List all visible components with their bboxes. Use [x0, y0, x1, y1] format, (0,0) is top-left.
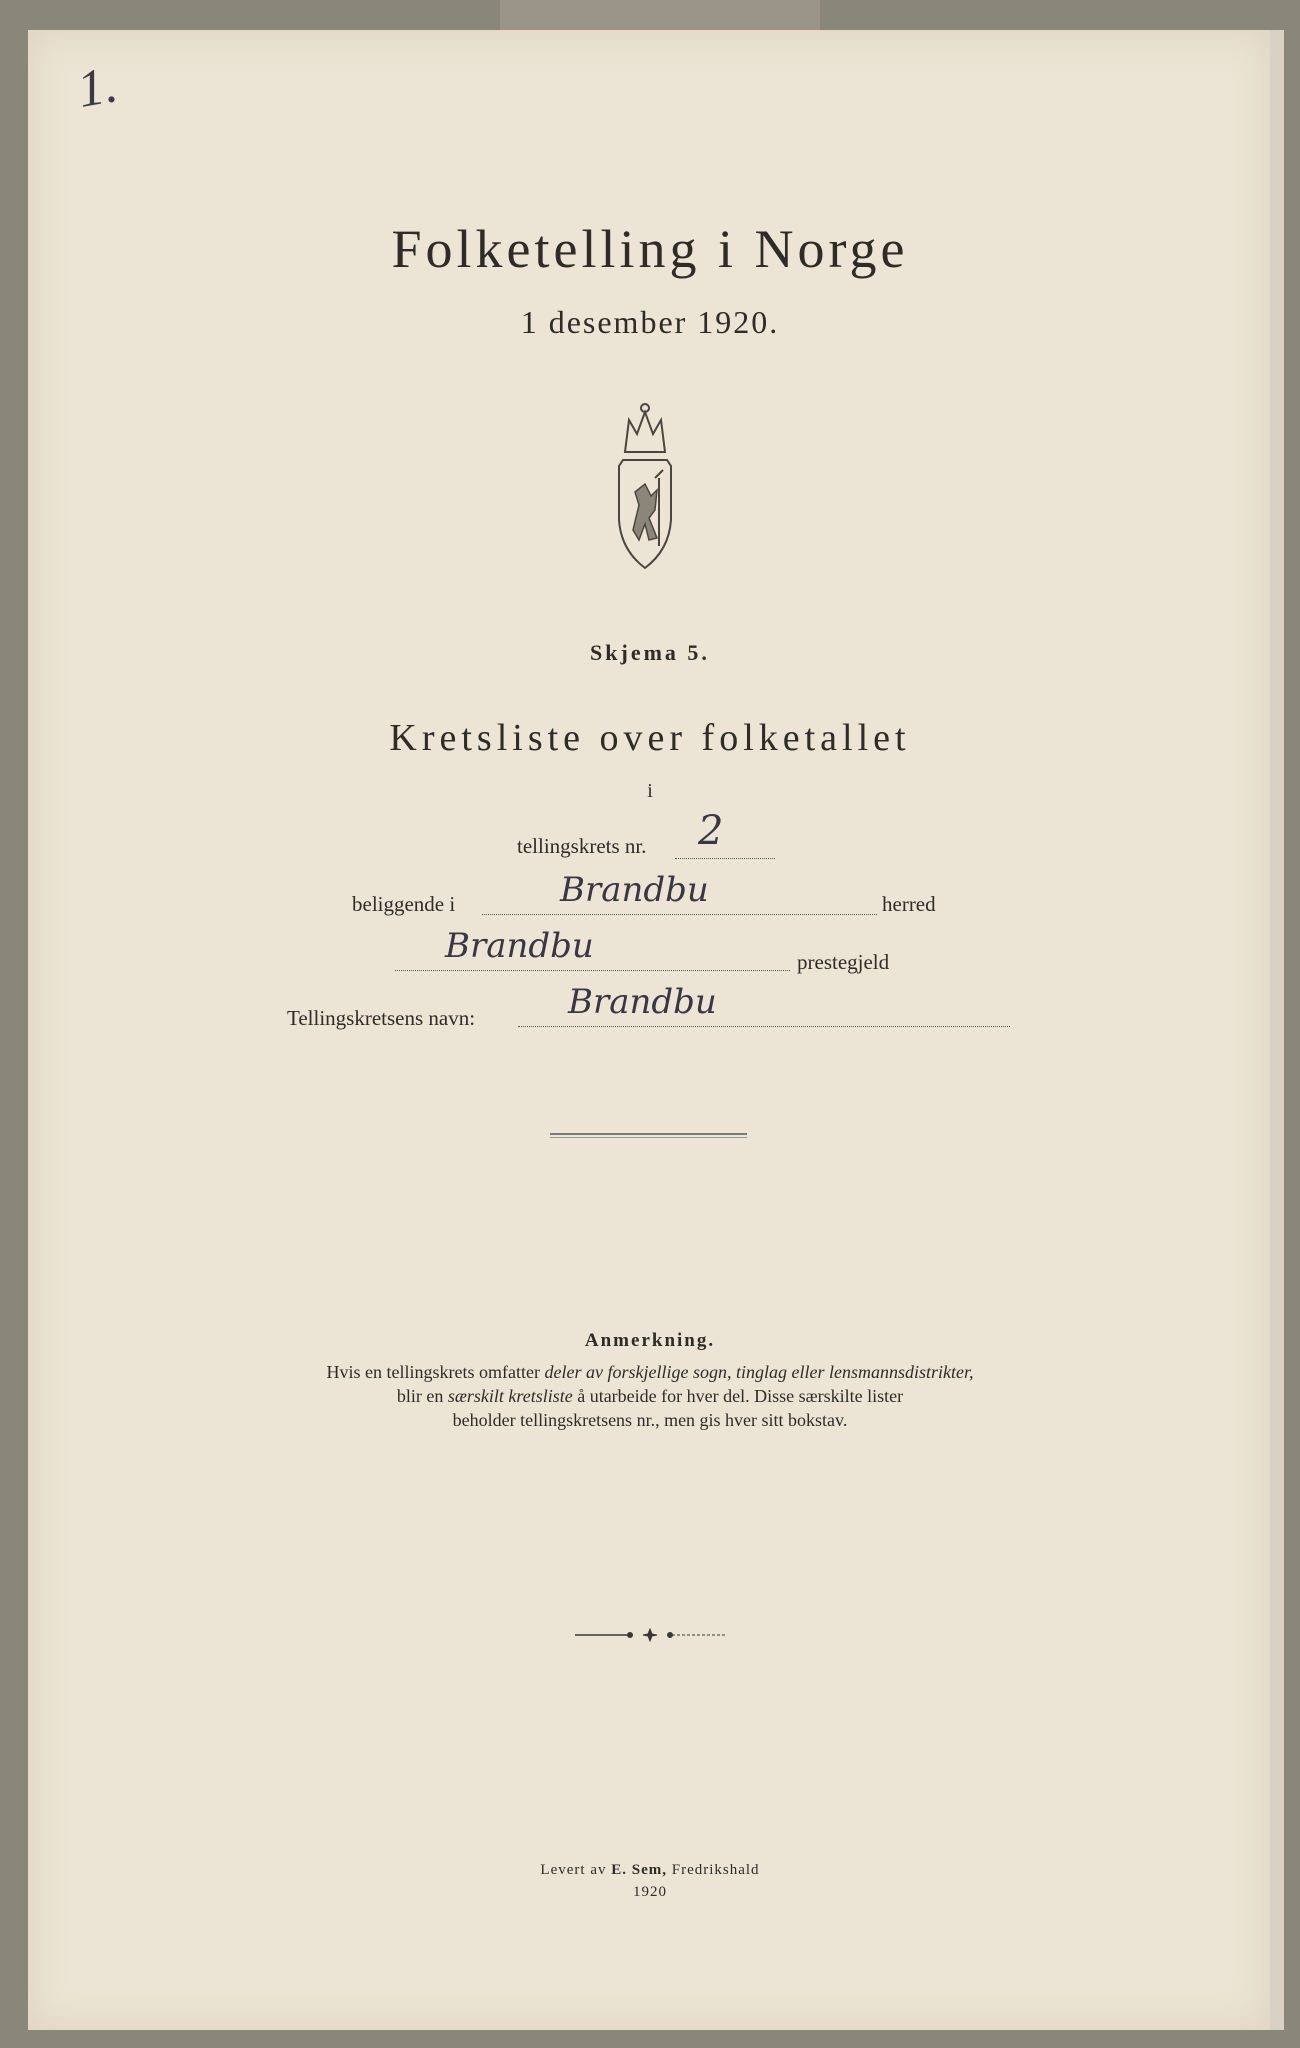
printer-credit	[0, 1862, 1300, 1879]
remark-line-2-text-c: å utarbeide for hver del. Disse særskilte lister	[572, 1386, 904, 1406]
printer-year: 1920	[633, 1884, 667, 1900]
ornament-divider-icon	[575, 1628, 725, 1642]
prestegjeld-value: Brandbu	[445, 926, 594, 966]
prestegjeld-dotted-line	[395, 970, 790, 971]
remark-line-1-text: Hvis en tellingskrets omfatter	[326, 1362, 545, 1382]
divider-rule	[550, 1133, 747, 1135]
tellingskrets-value: 2	[698, 808, 724, 854]
prestegjeld-label: prestegjeld	[797, 950, 890, 974]
remark-line-3: beholder tellingskretsens nr., men gis hver sitt bokstav.	[452, 1410, 848, 1430]
herred-label: herred	[882, 892, 936, 916]
remark-line-2-emphasis: særskilt kretsliste	[447, 1386, 573, 1406]
tellingskrets-label: tellingskrets nr.	[517, 834, 647, 858]
norwegian-coat-of-arms-icon	[595, 400, 695, 572]
remark-line-1	[0, 1362, 1300, 1383]
beliggende-label: beliggende i	[352, 892, 456, 916]
navn-dotted-line	[518, 1026, 1010, 1027]
navn-value: Brandbu	[568, 982, 717, 1022]
census-date: 1 desember 1920.	[520, 304, 780, 340]
remark-line-2-text-a: blir en	[396, 1386, 448, 1406]
document-subtitle: Kretsliste over folketallet	[389, 717, 911, 759]
remark-line-1-emphasis: deler av forskjellige sogn, tinglag eller lensmannsdistrikter,	[544, 1362, 974, 1382]
navn-label: Tellingskretsens navn:	[287, 1006, 476, 1030]
schema-number: Skjema 5.	[590, 640, 710, 665]
beliggende-dotted-line	[482, 914, 877, 915]
beliggende-value: Brandbu	[560, 870, 709, 910]
preposition-i: i	[647, 780, 653, 802]
remark-heading: Anmerkning.	[584, 1330, 716, 1351]
page-number-handwritten: 1.	[73, 56, 122, 119]
scan-background-strip	[500, 0, 820, 32]
printer-name: E. Sem,	[611, 1862, 667, 1878]
document-title: Folketelling i Norge	[391, 219, 909, 279]
tellingskrets-dotted-line	[675, 858, 775, 859]
divider-rule-thin	[550, 1137, 747, 1138]
remark-line-2	[0, 1386, 1300, 1407]
printer-prefix: Levert av	[540, 1862, 612, 1878]
printer-city: Fredrikshald	[666, 1862, 760, 1878]
